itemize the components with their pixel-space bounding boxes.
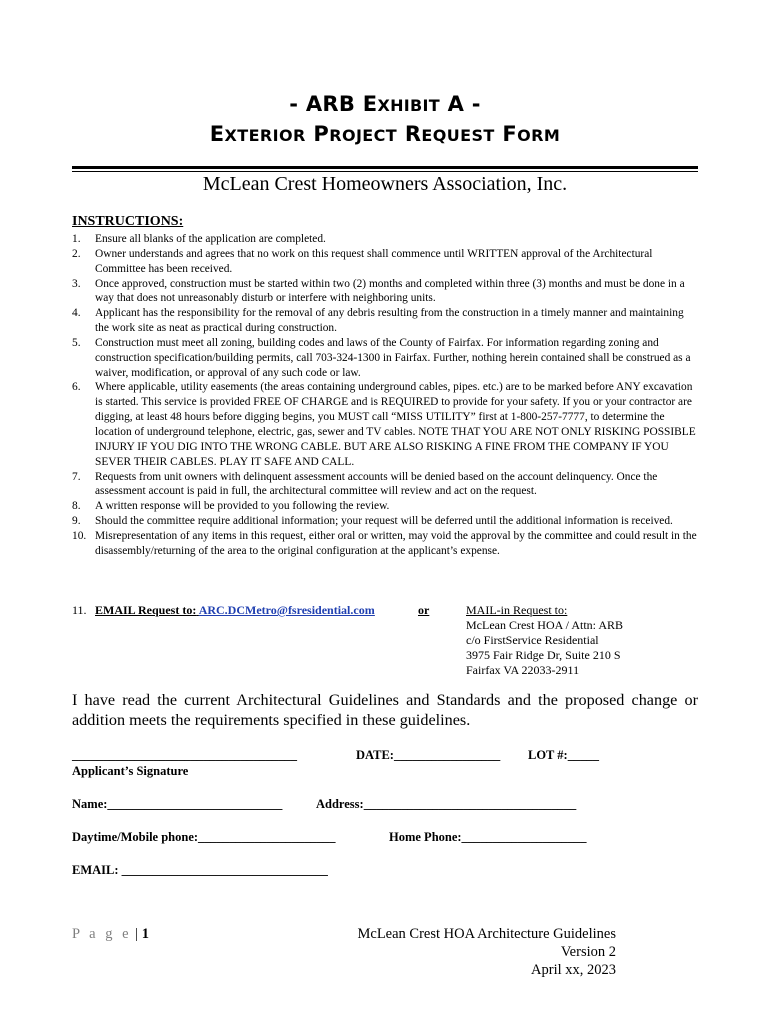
footer-date: April xx, 2023 [531,962,616,978]
instruction-number: 1. [72,233,81,245]
footer-version: Version 2 [560,944,616,960]
instructions-list [72,232,698,559]
form-title-rest: ROJECT [329,126,398,145]
email-request [95,603,375,618]
instruction-number: 7. [72,470,81,483]
home-phone-field[interactable]: Home Phone:____________________ [389,830,587,844]
form-title-cap: R [397,122,422,146]
association-name: McLean Crest Homeowners Association, Inc. [202,173,568,195]
instruction-item [72,470,698,500]
form-title-cap: F [494,122,518,146]
instruction-number: 6. [72,381,81,394]
instruction-text: Should the committee require additional information; your request will be deferred until the additional information is received. [95,515,673,528]
mail-address-line: Fairfax VA 22033-2911 [466,663,580,677]
instruction-item [72,247,698,277]
title-divider [72,166,698,172]
exhibit-title-suffix: A - [439,92,481,116]
instructions-heading: INSTRUCTIONS: [72,214,184,229]
instruction-number: 9. [72,515,81,528]
mail-in-address [466,603,623,678]
instruction-item [72,514,698,529]
instruction-item [72,306,698,336]
form-title-rest: XTERIOR [224,126,306,145]
lot-field[interactable]: LOT #:_____ [528,748,599,762]
instruction-text: Misrepresentation of any items in this request, either oral or written, may void the approval by the committee and could result in the disassembly/returning of the area to the original configuration at the applicant’s expense. [95,529,697,557]
footer-doc-info [357,925,616,979]
instruction-item [72,529,698,559]
page-number-value: 1 [141,926,149,942]
form-title-cap: E [209,122,225,146]
page-number [72,926,149,943]
exhibit-title-prefix: - ARB E [289,92,378,116]
form-title [0,122,770,146]
instruction-number: 8. [72,500,81,513]
daytime-phone-field[interactable]: Daytime/Mobile phone:______________________ [72,830,336,844]
date-field[interactable]: DATE:_________________ [356,748,501,762]
address-field[interactable]: Address:__________________________________ [316,797,577,811]
instruction-number: 5. [72,336,81,349]
email-request-label: EMAIL Request to: [95,603,197,617]
form-title-cap: P [305,122,330,146]
exhibit-title [0,92,770,116]
mail-address-line: McLean Crest HOA / Attn: ARB [466,618,623,632]
instruction-item [72,380,698,469]
instruction-text: A written response will be provided to you following the review. [95,500,390,513]
signature-label: Applicant’s Signature [72,764,189,778]
instruction-item [72,277,698,307]
name-field[interactable]: Name:____________________________ [72,797,283,811]
instruction-number: 10. [72,529,87,542]
page-label: P a g e [72,926,132,942]
instruction-text: Ensure all blanks of the application are completed. [95,233,326,245]
instruction-number: 3. [72,277,81,290]
instruction-number: 11. [72,603,87,617]
email-field[interactable]: EMAIL: _________________________________ [72,863,328,877]
instruction-text: Once approved, construction must be started within two (2) months and completed within three (3) months and must be done in a way that does not unreasonably disturb or interfere with neighboring units. [95,277,685,305]
or-label: or [418,603,430,617]
form-title-rest: ORM [517,126,561,145]
acknowledgement-statement: I have read the current Architectural Guidelines and Standards and the proposed change or addition meets the requirements specified in these guidelines. [72,691,698,729]
instruction-item [72,499,698,514]
instruction-item [72,336,698,381]
instruction-number: 4. [72,307,81,320]
signature-field[interactable]: ____________________________________ [72,748,297,762]
instruction-number: 2. [72,247,81,260]
mail-address-line: c/o FirstService Residential [466,633,599,647]
page-separator: | [131,926,142,942]
mail-address-line: 3975 Fair Ridge Dr, Suite 210 S [466,648,621,662]
email-address-link[interactable]: ARC.DCMetro@fsresidential.com [198,603,375,617]
form-title-rest: EQUEST [421,126,495,145]
footer-doc-title: McLean Crest HOA Architecture Guidelines [357,926,616,942]
instruction-text: Requests from unit owners with delinquent assessment accounts will be denied based on the account delinquency. Once the assessment account is paid in full, the architectural committee will review and act on the request. [95,470,658,498]
instruction-item [72,232,698,247]
instruction-text: Applicant has the responsibility for the removal of any debris resulting from the construction in a timely manner and maintaining the work site as neat as practical during construction. [95,307,684,335]
mail-in-heading: MAIL-in Request to: [466,603,568,617]
instruction-text: Owner understands and agrees that no work on this request shall commence until WRITTEN approval of the Architectural Committee has been received. [95,247,653,275]
instruction-text: Where applicable, utility easements (the areas containing underground cables, pipes. etc.) are to be marked before ANY excavation is started. This service is provided FREE OF CHARGE and is REQUIRED to provide for your safety. If you or your contractor are digging, at least 48 hours before digging begins, you MUST call “MISS UTILITY” first at 1-800-257-7777, to determine the location of underground telephone, electric, gas, sewer and TV cables. NOTE THAT YOU ARE NOT ONLY RISKING POSSIBLE INJURY IF YOU DIG INTO THE WRONG CABLE. BUT ARE ALSO RISKING A FINE FROM THE COMPANY IF YOU SEVER THEIR CABLES. PLAY IT SAFE AND CALL. [95,381,696,468]
instruction-text: Construction must meet all zoning, building codes and laws of the County of Fairfax. For information regarding zoning and construction specification/building permits, call 703-324-1300 in Fairfax. Further, nothing herein contained shall be construed as a waiver, modification, or approval of any such code or law. [95,336,691,379]
exhibit-title-smallcaps: XHIBIT [377,96,440,115]
